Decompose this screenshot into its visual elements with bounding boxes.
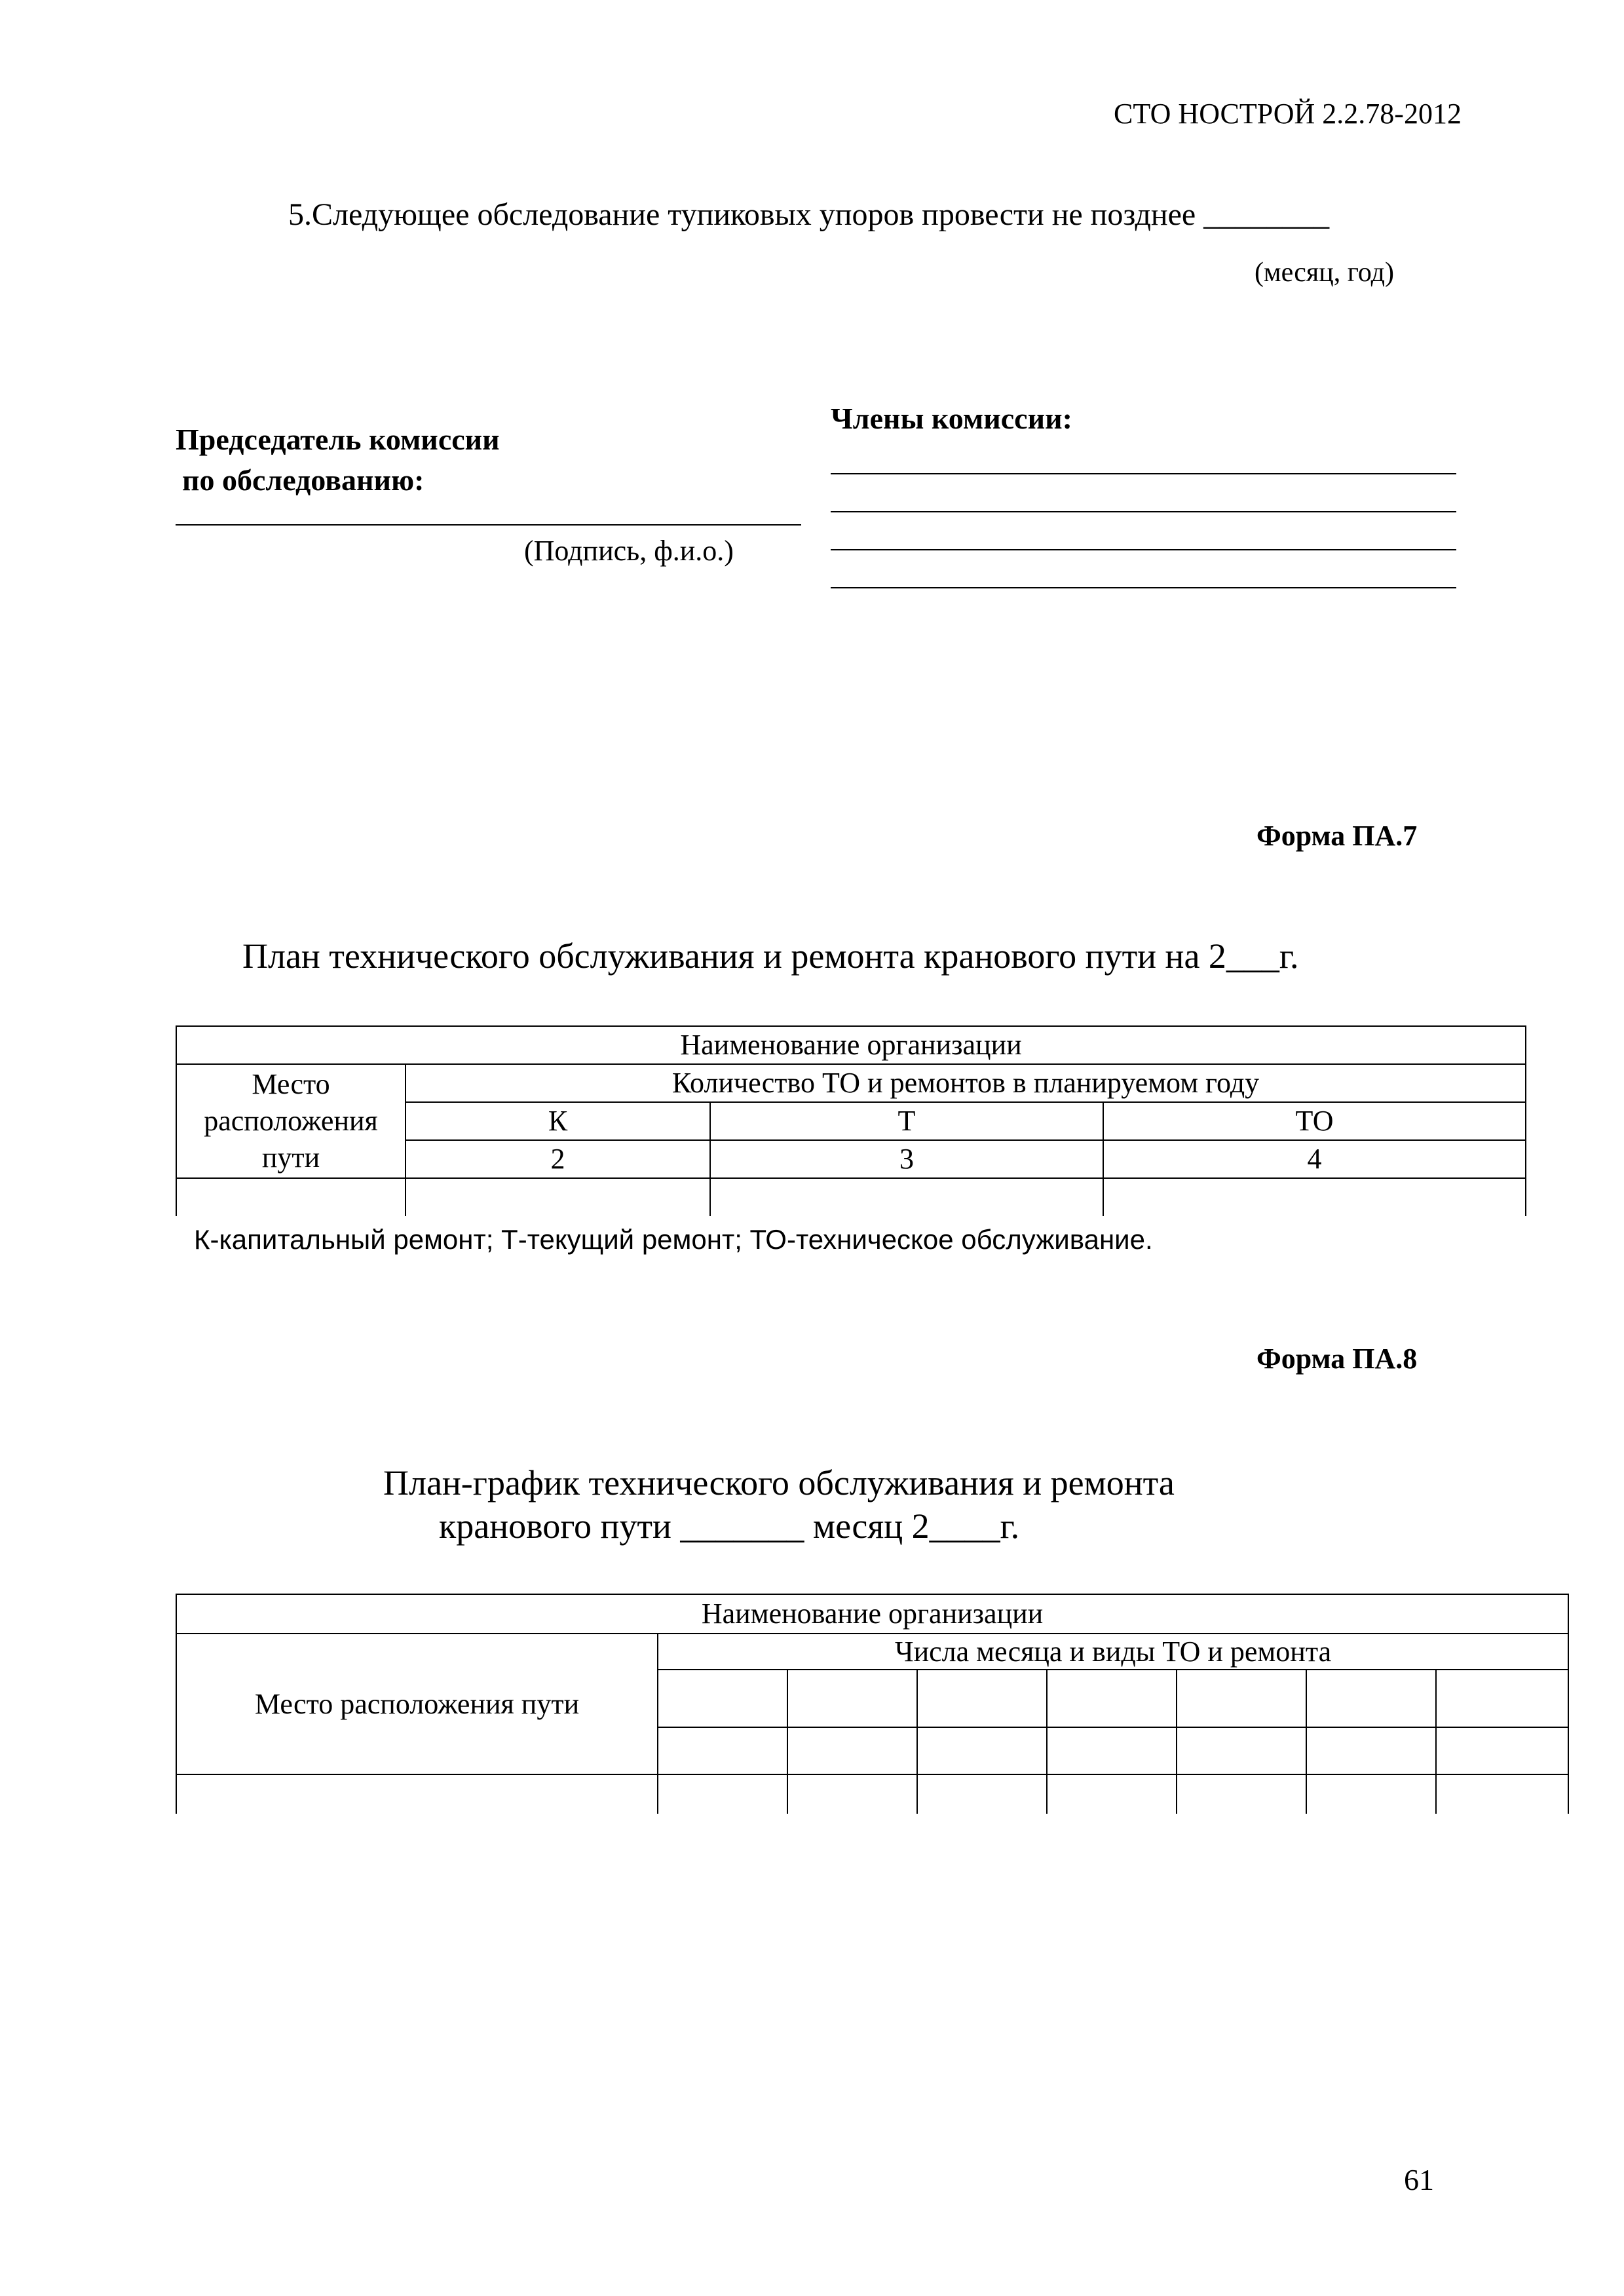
track-location-line3: пути <box>261 1141 320 1174</box>
form-pa7-title: План технического обслуживания и ремонта кранового пути на 2___г. <box>242 936 1299 976</box>
col-maintenance: ТО <box>1103 1102 1526 1140</box>
col-number-3: 3 <box>710 1140 1103 1178</box>
form-pa8-title-line2: кранового пути _______ месяц 2____г. <box>439 1506 1020 1546</box>
org-name-header: Наименование организации <box>176 1026 1526 1064</box>
type-cell <box>1047 1727 1177 1774</box>
type-cell <box>917 1727 1047 1774</box>
type-cell <box>1436 1727 1568 1774</box>
col-number-2: 2 <box>406 1140 710 1178</box>
chairman-label <box>176 419 500 501</box>
chairman-signature-line <box>176 524 801 526</box>
type-cell <box>658 1727 787 1774</box>
col-capital-repair: К <box>406 1102 710 1140</box>
empty-cell <box>1047 1774 1177 1814</box>
days-header: Числа месяца и виды ТО и ремонта <box>658 1634 1568 1670</box>
member-signature-line <box>831 549 1456 550</box>
empty-cell <box>1306 1774 1436 1814</box>
empty-cell <box>406 1178 710 1216</box>
empty-cell <box>917 1774 1047 1814</box>
col-number-4: 4 <box>1103 1140 1526 1178</box>
empty-cell <box>1177 1774 1306 1814</box>
track-location-line1: Место <box>252 1068 330 1100</box>
day-cell <box>658 1670 787 1727</box>
day-cell <box>1177 1670 1306 1727</box>
member-signature-line <box>831 587 1456 588</box>
chairman-label-line2: по обследованию: <box>182 463 425 497</box>
form-pa8-label: Форма ПА.8 <box>1256 1343 1418 1375</box>
day-cell <box>787 1670 917 1727</box>
form-pa8-title-line1: План-график технического обслуживания и ремонта <box>383 1463 1175 1502</box>
day-cell <box>1047 1670 1177 1727</box>
next-inspection-item: 5.Следующее обследование тупиковых упоров провести не позднее ________ <box>288 197 1330 232</box>
empty-cell <box>710 1178 1103 1216</box>
empty-cell <box>1436 1774 1568 1814</box>
member-signature-line <box>831 473 1456 474</box>
member-signature-line <box>831 511 1456 512</box>
org-name-header: Наименование организации <box>176 1594 1568 1634</box>
type-cell <box>787 1727 917 1774</box>
empty-cell <box>787 1774 917 1814</box>
document-code: СТО НОСТРОЙ 2.2.78-2012 <box>1114 98 1462 130</box>
page-number: 61 <box>1404 2163 1434 2196</box>
day-cell <box>917 1670 1047 1727</box>
type-cell <box>1306 1727 1436 1774</box>
type-cell <box>1177 1727 1306 1774</box>
chairman-signature-hint: (Подпись, ф.и.о.) <box>524 535 734 567</box>
day-cell <box>1436 1670 1568 1727</box>
track-location-line2: расположения <box>204 1105 378 1137</box>
legend-note: К-капитальный ремонт; Т-текущий ремонт; ТО-техническое обслуживание. <box>194 1224 1153 1255</box>
empty-cell <box>658 1774 787 1814</box>
col-current-repair: Т <box>710 1102 1103 1140</box>
members-title: Члены комиссии: <box>831 402 1072 435</box>
empty-cell <box>1103 1178 1526 1216</box>
chairman-label-line1: Председатель комиссии <box>176 423 500 456</box>
track-location-header: Место расположения пути <box>176 1634 658 1774</box>
count-header: Количество ТО и ремонтов в планируемом году <box>406 1064 1526 1102</box>
maintenance-plan-table <box>176 1025 1526 1216</box>
day-cell <box>1306 1670 1436 1727</box>
empty-cell <box>176 1178 406 1216</box>
form-pa7-label: Форма ПА.7 <box>1256 820 1418 852</box>
track-location-header <box>176 1064 406 1178</box>
next-inspection-hint: (месяц, год) <box>1255 258 1395 288</box>
empty-cell <box>176 1774 658 1814</box>
maintenance-schedule-table <box>176 1594 1569 1814</box>
